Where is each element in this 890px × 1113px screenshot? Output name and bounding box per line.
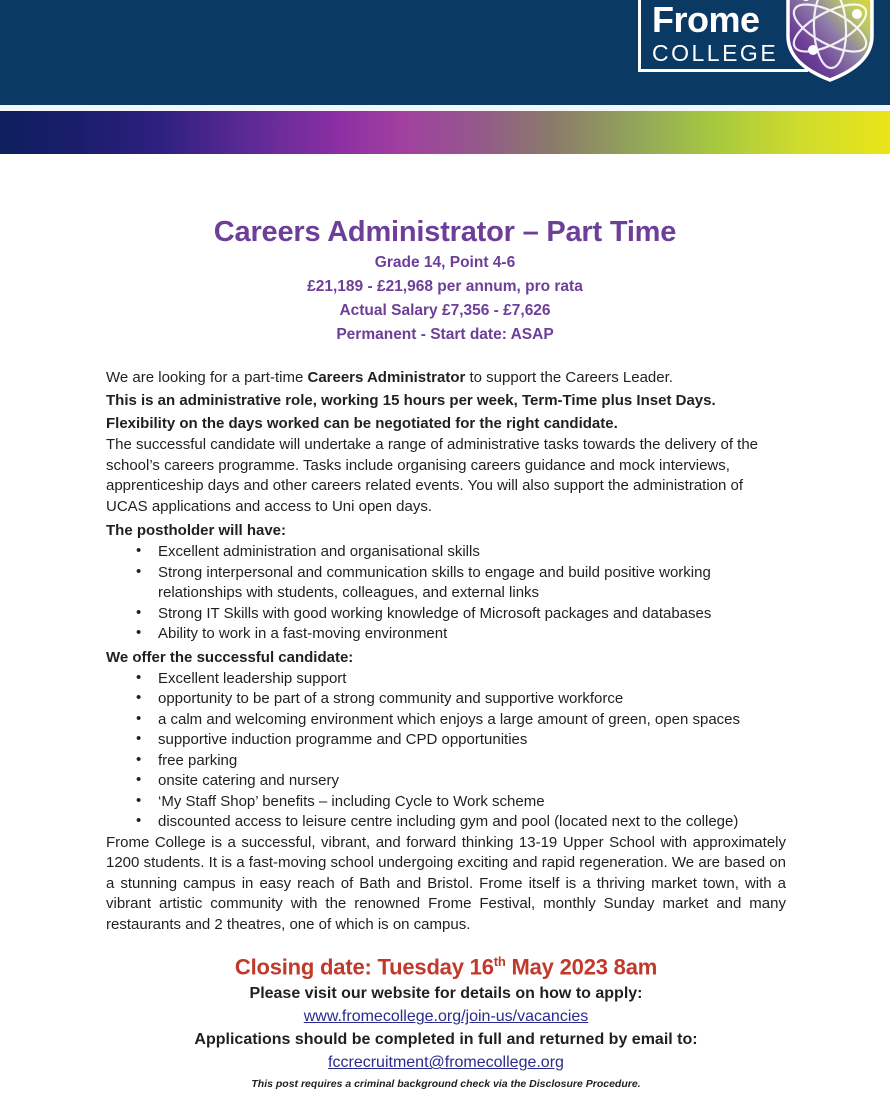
- postholder-heading: The postholder will have:: [106, 522, 287, 539]
- list-item: • Strong IT Skills with good working knowledge of Microsoft packages and databases: [106, 604, 786, 625]
- college-logo: [638, 0, 870, 77]
- actual-salary-line: Actual Salary £7,356 - £7,626: [339, 302, 551, 319]
- intro-line-1: [106, 366, 786, 389]
- list-item: • ‘My Staff Shop’ benefits – including Cycle to Work scheme: [106, 792, 786, 813]
- list-item: • a calm and welcoming environment which enjoys a large amount of green, open spaces: [106, 710, 786, 731]
- about-college-paragraph: Frome College is a successful, vibrant, and forward thinking 13-19 Upper School with approximately 1200 students. It is a fast-moving school undergoing exciting and rapid regeneration. We are based on a stunning campus in easy reach of Bath and Bristol. Frome itself is a thriving market town, with a vibrant artistic community with the renowned Frome Festival, monthly Sunday market and many restaurants and 2 theatres, one of which is on campus.: [106, 833, 786, 933]
- list-item: • Excellent leadership support: [106, 669, 786, 690]
- page-title: Careers Administrator – Part Time: [213, 216, 677, 248]
- gradient-bottom-spacer: [0, 154, 890, 166]
- website-link[interactable]: www.fromecollege.org/join-us/vacancies: [303, 1008, 589, 1026]
- description-paragraph: The successful candidate will undertake a range of administrative tasks towards the delivery of the school’s careers programme. Tasks include organising careers guidance and mock interviews, apprenticeship days and other careers related events. You will also support the administration of UCAS applications and access to Uni open days.: [106, 436, 759, 515]
- list-item: • Strong interpersonal and communication skills to engage and build positive working relationships with students, colleagues, and external links: [106, 563, 786, 604]
- body-wrapper: [0, 366, 890, 1092]
- disclosure-disclaimer: This post requires a criminal background check via the Disclosure Procedure.: [251, 1078, 641, 1091]
- header-banner: [0, 0, 890, 105]
- email-instruction: Applications should be completed in full and returned by email to:: [194, 1031, 698, 1049]
- apply-instruction: Please visit our website for details on how to apply:: [249, 985, 643, 1003]
- list-item: • discounted access to leisure centre including gym and pool (located next to the college): [106, 812, 786, 833]
- closing-date-suffix: May 2023 8am: [505, 954, 658, 980]
- contract-line: Permanent - Start date: ASAP: [336, 326, 554, 343]
- closing-date: [106, 947, 786, 982]
- salary-range-line: £21,189 - £21,968 per annum, pro rata: [307, 278, 583, 295]
- brand-gradient-bar: [0, 111, 890, 154]
- list-item: • Excellent administration and organisational skills: [106, 542, 786, 563]
- intro-line-2: This is an administrative role, working 15 hours per week, Term-Time plus Inset Days.: [106, 392, 716, 409]
- logo-college-text: COLLEGE: [652, 40, 779, 66]
- offer-list: [106, 669, 786, 833]
- footer-block: [106, 947, 786, 1092]
- intro-post: to support the Careers Leader.: [465, 369, 673, 386]
- advert-content: [0, 166, 890, 1092]
- list-item: • supportive induction programme and CPD opportunities: [106, 730, 786, 751]
- list-item: • free parking: [106, 751, 786, 772]
- logo-frome-text: Frome: [652, 0, 760, 40]
- list-item: • onsite catering and nursery: [106, 771, 786, 792]
- grade-line: Grade 14, Point 4-6: [374, 254, 516, 271]
- logo-wordmark: [652, 0, 802, 66]
- intro-pre: We are looking for a part-time: [106, 369, 308, 386]
- offer-heading: We offer the successful candidate:: [106, 648, 354, 666]
- closing-date-ordinal: th: [493, 954, 506, 969]
- postholder-list: [106, 542, 786, 645]
- atom-orbital-shield-icon: [781, 0, 879, 84]
- intro-line-3: Flexibility on the days worked can be negotiated for the right candidate.: [106, 415, 618, 432]
- list-item: • Ability to work in a fast-moving environment: [106, 624, 786, 645]
- closing-date-prefix: Closing date: Tuesday 16: [234, 954, 494, 980]
- intro-role-bold: Careers Administrator: [307, 369, 466, 386]
- list-item: • opportunity to be part of a strong community and supportive workforce: [106, 689, 786, 710]
- email-link[interactable]: fccrecruitment@fromecollege.org: [328, 1054, 564, 1072]
- title-block: [0, 166, 890, 346]
